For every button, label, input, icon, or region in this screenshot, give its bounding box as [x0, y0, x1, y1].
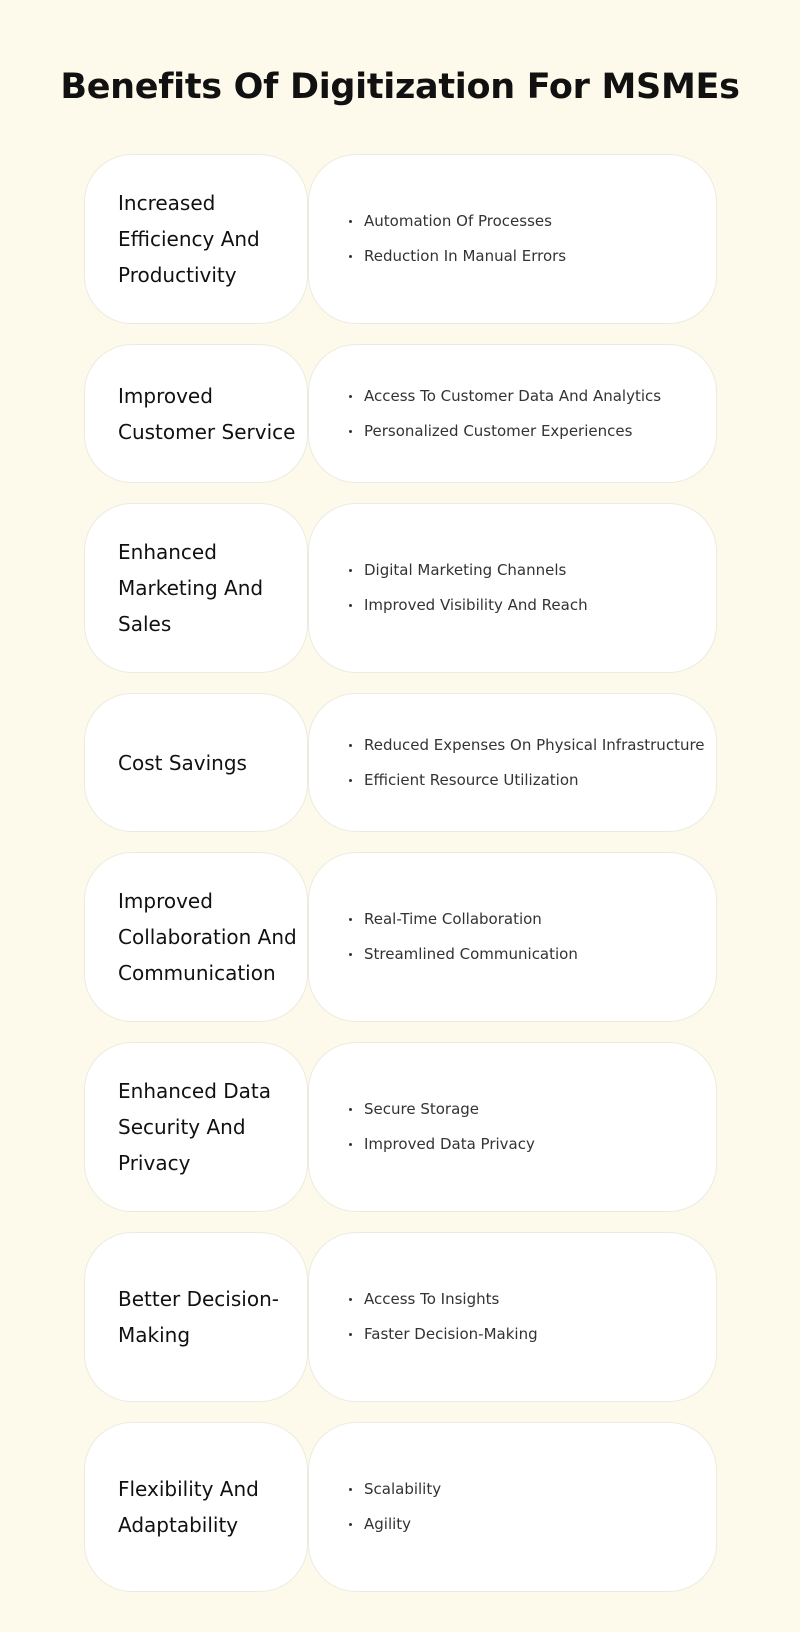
benefit-point: Access To Customer Data And Analytics: [349, 379, 661, 414]
benefit-row-marketing: [84, 503, 717, 673]
benefit-row-data-security: [84, 1042, 717, 1212]
benefit-label: Enhanced Marketing And Sales: [118, 540, 264, 636]
benefit-label-cell: [84, 693, 308, 832]
benefit-row-customer-service: [84, 344, 717, 483]
benefit-label: Improved Customer Service: [118, 383, 296, 444]
benefit-points-list: [349, 1472, 441, 1542]
benefit-point: Secure Storage: [349, 1092, 535, 1127]
benefit-label: Increased Efficiency And Productivity: [118, 191, 260, 287]
benefit-points-cell: [308, 693, 717, 832]
benefit-point: Digital Marketing Channels: [349, 553, 588, 588]
benefit-points-cell: [308, 344, 717, 483]
benefit-points-cell: [308, 154, 717, 324]
benefit-points-cell: [308, 1422, 717, 1592]
benefit-points-list: [349, 1282, 538, 1352]
benefit-label-cell: [84, 154, 308, 324]
benefit-label-cell: [84, 1422, 308, 1592]
benefit-point: Efficient Resource Utilization: [349, 763, 705, 798]
benefit-point: Real-Time Collaboration: [349, 902, 578, 937]
page-title: Benefits Of Digitization For MSMEs: [60, 67, 740, 107]
benefit-points-list: [349, 553, 588, 623]
benefit-label-cell: [84, 344, 308, 483]
benefit-point: Automation Of Processes: [349, 204, 566, 239]
benefit-point: Improved Data Privacy: [349, 1127, 535, 1162]
benefit-row-flexibility: [84, 1422, 717, 1592]
benefit-points-cell: [308, 503, 717, 673]
benefit-row-efficiency: [84, 154, 717, 324]
benefit-point: Scalability: [349, 1472, 441, 1507]
benefit-label: Cost Savings: [118, 750, 247, 775]
benefits-table: [84, 154, 717, 1612]
benefit-point: Reduction In Manual Errors: [349, 239, 566, 274]
benefit-points-cell: [308, 1042, 717, 1212]
benefit-point: Access To Insights: [349, 1282, 538, 1317]
benefit-row-cost-savings: [84, 693, 717, 832]
benefit-label-cell: [84, 852, 308, 1022]
benefit-points-list: [349, 1092, 535, 1162]
benefit-label: Enhanced Data Security And Privacy: [118, 1079, 272, 1175]
benefit-label: Improved Collaboration And Communication: [118, 889, 297, 985]
benefit-row-collaboration: [84, 852, 717, 1022]
benefit-point: Streamlined Communication: [349, 937, 578, 972]
benefit-point: Agility: [349, 1507, 441, 1542]
benefit-points-list: [349, 379, 661, 449]
benefit-label: Flexibility And Adaptability: [118, 1477, 259, 1537]
benefit-label: Better Decision-Making: [118, 1287, 279, 1347]
benefit-points-list: [349, 902, 578, 972]
benefit-point: Personalized Customer Experiences: [349, 414, 661, 449]
benefit-point: Faster Decision-Making: [349, 1317, 538, 1352]
benefit-points-list: [349, 204, 566, 274]
benefit-point: Reduced Expenses On Physical Infrastructure: [349, 728, 705, 763]
benefit-label-cell: [84, 1232, 308, 1402]
benefit-points-cell: [308, 1232, 717, 1402]
benefit-label-cell: [84, 1042, 308, 1212]
benefit-label-cell: [84, 503, 308, 673]
benefit-row-decision-making: [84, 1232, 717, 1402]
benefit-point: Improved Visibility And Reach: [349, 588, 588, 623]
benefit-points-list: [349, 728, 705, 798]
benefit-points-cell: [308, 852, 717, 1022]
